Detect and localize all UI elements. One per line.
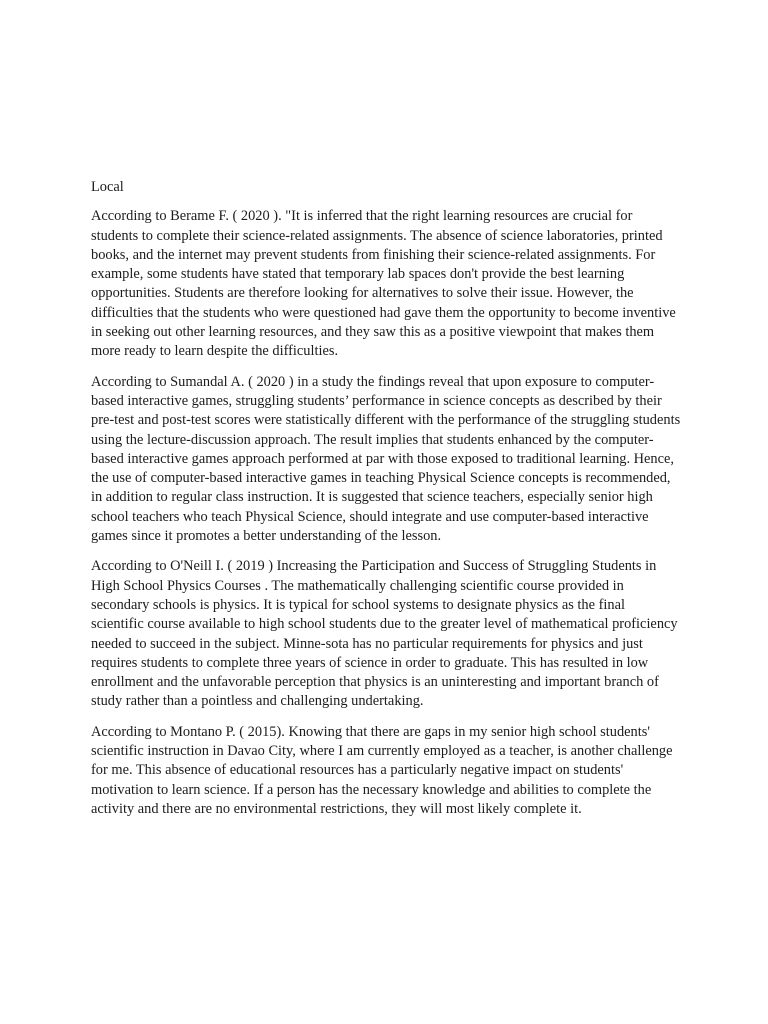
paragraph-sumandal: According to Sumandal A. ( 2020 ) in a study the findings reveal that upon exposure to computer-based interactive games, struggling students’ performance in science concepts as described by their pre-test and post-test scores were statistically different with the performance of the struggling students using the lecture-discussion approach. The result implies that students enhanced by the computer-based interactive games approach performed at par with those exposed to traditional learning. Hence, the use of computer-based interactive games in teaching Physical Science concepts is recommended, in addition to regular class instruction. It is suggested that science teachers, especially senior high school teachers who teach Physical Science, should integrate and use computer-based interactive games since it promotes a better understanding of the lesson. [91, 373, 681, 545]
paragraph-oneill: According to O'Neill I. ( 2019 ) Increasing the Participation and Success of Struggling Students in High School Physics Courses . The mathematically challenging scientific course provided in secondary schools is physics. It is typical for school systems to designate physics as the final scientific course available to high school students due to the greater level of mathematical proficiency needed to succeed in the subject. Minne-sota has no particular requirements for physics and just requires students to complete three years of science in order to graduate. This has resulted in low enrollment and the unfavorable perception that physics is an uninteresting and important branch of study rather than a pointless and challenging undertaking. [91, 558, 678, 710]
document-page [91, 178, 681, 830]
section-heading: Local [91, 179, 124, 195]
paragraph-montano: According to Montano P. ( 2015). Knowing that there are gaps in my senior high school students' scientific instruction in Davao City, where I am currently employed as a teacher, is another challenge for me. This absence of educational resources has a particularly negative impact on students' motivation to learn science. If a person has the necessary knowledge and abilities to complete the activity and there are no environmental restrictions, they will most likely complete it. [91, 723, 673, 817]
paragraph-berame: According to Berame F. ( 2020 ). "It is inferred that the right learning resources are crucial for students to complete their science-related assignments. The absence of science laboratories, printed books, and the internet may prevent students from finishing their science-related assignments. For example, some students have stated that temporary lab spaces don't provide the best learning opportunities. Students are therefore looking for alternatives to solve their issue. However, the difficulties that the students who were questioned had gave them the opportunity to become inventive in seeking out other learning resources, and they saw this as a positive viewpoint that makes them more ready to learn despite the difficulties. [91, 208, 676, 360]
